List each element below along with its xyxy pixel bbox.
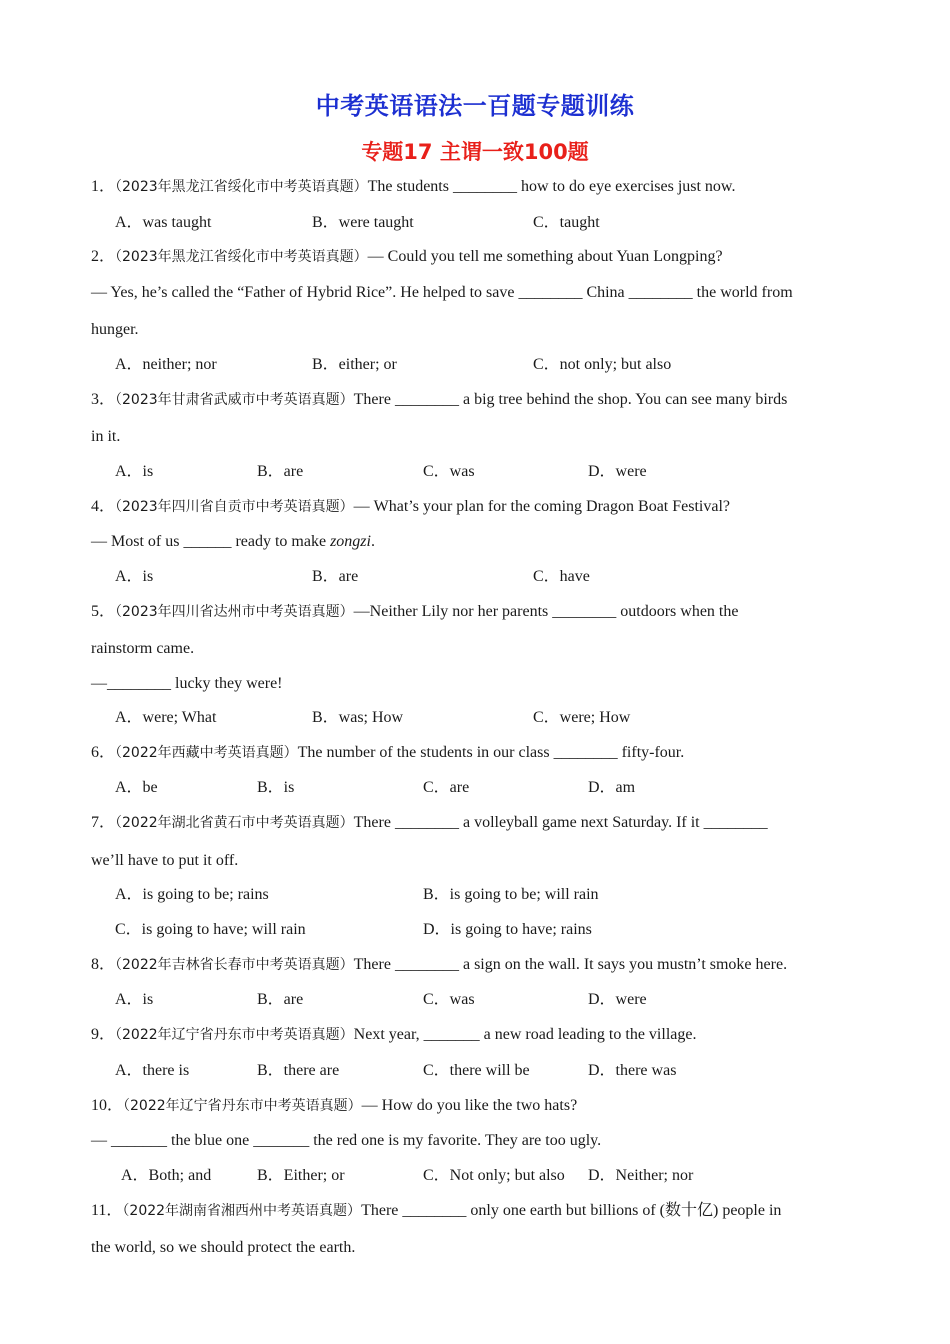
- option-b: B．was; How: [312, 709, 404, 726]
- question-source: （2022年西藏中考英语真题）: [115, 745, 298, 761]
- question-source: （2022年辽宁省丹东市中考英语真题）: [123, 1098, 362, 1114]
- italic-word: zongzi: [330, 533, 371, 550]
- question-4: 4．（2023年四川省自贡市中考英语真题）— What’s your plan for the coming Dragon Boat Festival?: [91, 498, 731, 515]
- question-stem: — Could you tell me something about Yuan Longping?: [367, 248, 723, 265]
- option-b: B．there are: [257, 1062, 340, 1079]
- option-d: D．there was: [588, 1062, 677, 1079]
- question-line: — _______ the blue one _______ the red one is my favorite. They are too ugly.: [91, 1132, 602, 1149]
- option-d: D．is going to have; rains: [423, 921, 592, 938]
- question-stem: There ________ only one earth but billions of (数十亿) people in: [361, 1202, 782, 1219]
- question-stem: — What’s your plan for the coming Dragon Boat Festival?: [353, 498, 731, 515]
- question-stem: — How do you like the two hats?: [361, 1097, 578, 1114]
- question-5: 5．（2023年四川省达州市中考英语真题）—Neither Lily nor her parents ________ outdoors when the: [91, 603, 739, 620]
- page-subtitle: 专题17 主谓一致100题: [361, 140, 589, 164]
- option-d: D．am: [588, 779, 636, 796]
- option-b: B．either; or: [312, 356, 397, 373]
- question-2: 2．（2023年黑龙江省绥化市中考英语真题）— Could you tell me something about Yuan Longping?: [91, 248, 723, 265]
- option-c: C．was: [423, 991, 475, 1008]
- question-line: rainstorm came.: [91, 640, 195, 657]
- option-b: B．are: [257, 463, 304, 480]
- question-line: we’ll have to put it off.: [91, 852, 239, 869]
- question-source: （2023年甘肃省武威市中考英语真题）: [115, 392, 354, 408]
- question-11: 11．（2022年湖南省湘西州中考英语真题）There ________ only one earth but billions of (数十亿) people in: [91, 1202, 782, 1219]
- question-source: （2023年四川省自贡市中考英语真题）: [115, 499, 354, 515]
- question-stem: There ________ a big tree behind the shop. You can see many birds: [353, 391, 788, 408]
- option-c: C．were; How: [533, 709, 631, 726]
- option-a: A．Both; and: [121, 1167, 212, 1184]
- option-d: D．were: [588, 463, 647, 480]
- option-c: C．there will be: [423, 1062, 530, 1079]
- page-title: 中考英语语法一百题专题训练: [315, 92, 635, 120]
- question-line: the world, so we should protect the earth.: [91, 1239, 356, 1256]
- option-b: B．are: [312, 568, 359, 585]
- option-c: C．taught: [533, 214, 600, 231]
- question-line: — Yes, he’s called the “Father of Hybrid Rice”. He helped to save ________ China ________ the world from: [91, 284, 793, 301]
- question-stem: Next year, _______ a new road leading to the village.: [353, 1026, 697, 1043]
- question-stem: —Neither Lily nor her parents ________ outdoors when the: [353, 603, 739, 620]
- option-a: A．was taught: [115, 214, 212, 231]
- question-9: 9．（2022年辽宁省丹东市中考英语真题）Next year, _______ a new road leading to the village.: [91, 1026, 697, 1043]
- option-c: C．have: [533, 568, 590, 585]
- question-stem: There ________ a sign on the wall. It says you mustn’t smoke here.: [353, 956, 788, 973]
- option-b: B．is going to be; will rain: [423, 886, 599, 903]
- question-source: （2022年吉林省长春市中考英语真题）: [115, 957, 354, 973]
- option-c: C．are: [423, 779, 470, 796]
- option-d: D．were: [588, 991, 647, 1008]
- question-10: 10．（2022年辽宁省丹东市中考英语真题）— How do you like the two hats?: [91, 1097, 578, 1114]
- option-b: B．Either; or: [257, 1167, 345, 1184]
- option-c: C．Not only; but also: [423, 1167, 565, 1184]
- question-source: （2023年黑龙江省绥化市中考英语真题）: [115, 249, 368, 265]
- question-source: （2022年辽宁省丹东市中考英语真题）: [115, 1027, 354, 1043]
- question-source: （2023年黑龙江省绥化市中考英语真题）: [115, 179, 368, 195]
- option-c: C．is going to have; will rain: [115, 921, 306, 938]
- option-b: B．is: [257, 779, 295, 796]
- option-c: C．not only; but also: [533, 356, 672, 373]
- question-stem: The students ________ how to do eye exercises just now.: [367, 178, 736, 195]
- option-a: A．is: [115, 568, 154, 585]
- question-6: 6．（2022年西藏中考英语真题）The number of the students in our class ________ fifty-four.: [91, 744, 685, 761]
- question-line: —________ lucky they were!: [91, 675, 283, 692]
- question-line: hunger.: [91, 321, 139, 338]
- option-b: B．were taught: [312, 214, 414, 231]
- option-a: A．be: [115, 779, 158, 796]
- option-a: A．is: [115, 991, 154, 1008]
- option-a: A．is: [115, 463, 154, 480]
- option-a: A．there is: [115, 1062, 190, 1079]
- option-b: B．are: [257, 991, 304, 1008]
- question-source: （2023年四川省达州市中考英语真题）: [115, 604, 354, 620]
- question-source: （2022年湖南省湘西州中考英语真题）: [122, 1203, 362, 1219]
- question-stem: The number of the students in our class ________ fifty-four.: [297, 744, 685, 761]
- question-line: — Most of us ______ ready to make zongzi.: [91, 533, 375, 550]
- option-d: D．Neither; nor: [588, 1167, 694, 1184]
- option-c: C．was: [423, 463, 475, 480]
- question-8: 8．（2022年吉林省长春市中考英语真题）There ________ a sign on the wall. It says you mustn’t smoke here.: [91, 956, 788, 973]
- question-3: 3．（2023年甘肃省武威市中考英语真题）There ________ a big tree behind the shop. You can see many birds: [91, 391, 788, 408]
- question-source: （2022年湖北省黄石市中考英语真题）: [115, 815, 354, 831]
- question-stem: There ________ a volleyball game next Saturday. If it ________: [353, 814, 768, 831]
- option-a: A．is going to be; rains: [115, 886, 269, 903]
- question-7: 7．（2022年湖北省黄石市中考英语真题）There ________ a volleyball game next Saturday. If it ________: [91, 814, 768, 831]
- question-line: in it.: [91, 428, 121, 445]
- option-a: A．were; What: [115, 709, 217, 726]
- question-1: 1．（2023年黑龙江省绥化市中考英语真题）The students ________ how to do eye exercises just now.: [91, 178, 736, 195]
- option-a: A．neither; nor: [115, 356, 217, 373]
